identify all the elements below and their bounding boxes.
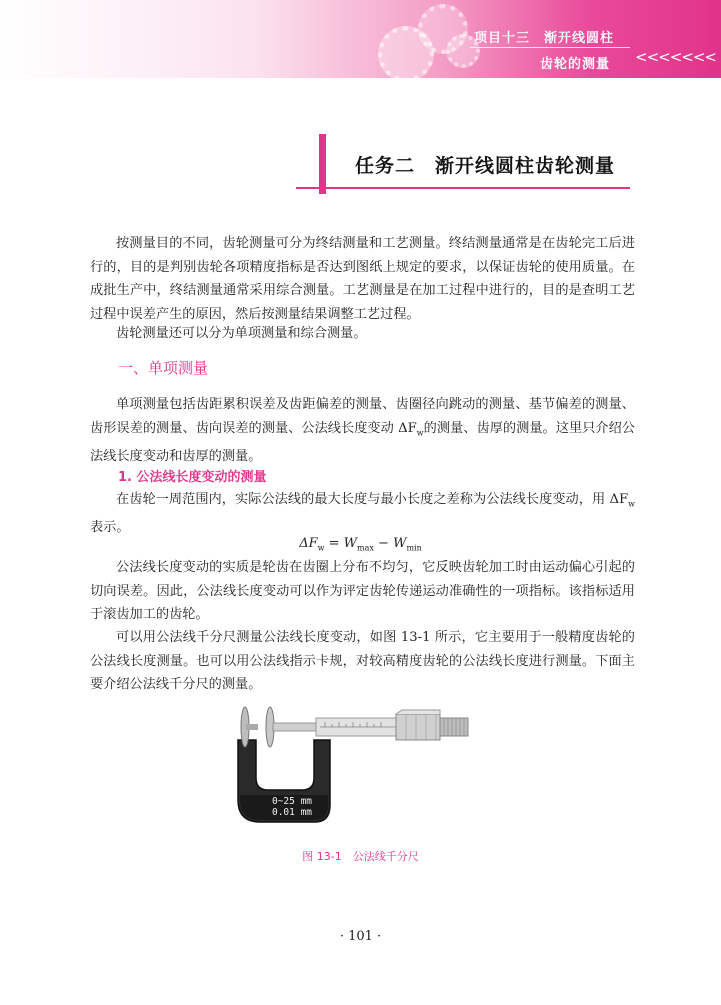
- resolution-label: 0.01 mm: [271, 807, 313, 818]
- sub-heading: 1. 公法线长度变动的测量: [118, 470, 267, 485]
- paragraph-instrument: 可以用公法线千分尺测量公法线长度变动，如图 13-1 所示，它主要用于一般精度齿轮的公法线长度测量。也可以用公法线指示卡规，对较高精度齿轮的公法线长度进行测量。下面主要介绍公法线千分尺的测量。: [90, 630, 635, 692]
- paragraph-definition: 在齿轮一周范围内，实际公法线的最大长度与最小长度之差称为公法线长度变动，用 $\Delta F_w$表示。: [90, 492, 635, 536]
- chevrons-left-icon: <<<<<<<: [635, 48, 716, 66]
- project-title: 项目十三 渐开线圆柱: [474, 31, 615, 46]
- task-title: 任务二 渐开线圆柱齿轮测量: [355, 155, 616, 177]
- section-heading: 一、单项测量: [118, 359, 209, 377]
- task-heading-bar: [319, 134, 326, 194]
- micrometer-figure: [210, 700, 510, 830]
- page-number: · 101 ·: [339, 929, 382, 944]
- paragraph-classification: 齿轮测量还可以分为单项测量和综合测量。: [116, 326, 367, 341]
- range-label: 0~25 mm: [271, 796, 313, 807]
- paragraph-essence: 公法线长度变动的实质是轮齿在齿圈上分布不均匀，它反映齿轮加工时由运动偏心引起的切向误差。因此，公法线长度变动可以作为评定齿轮传递运动准确性的一项指标。该指标适用于滚齿加工的齿轮。: [90, 560, 635, 622]
- task-heading-underline: [296, 187, 630, 189]
- figure-caption: 图 13-1 公法线千分尺: [302, 850, 419, 863]
- paragraph-intro: 按测量目的不同，齿轮测量可分为终结测量和工艺测量。终结测量通常是在齿轮完工后进行的，目的是判别齿轮各项精度指标是否达到图纸上规定的要求，以保证齿轮的使用质量。在成批生产中，终结测量通常采用综合测量。工艺测量是在加工过程中进行的，目的是查明工艺过程中误差产生的原因，然后按测量结果调整工艺过程。: [90, 236, 635, 322]
- banner-divider: [470, 47, 630, 48]
- paragraph-single-measurement: 单项测量包括齿距累积误差及齿距偏差的测量、齿圈径向跳动的测量、基节偏差的测量、齿形误差的测量、齿向误差的测量、公法线长度变动 $\Delta F_w$的测量、齿厚的测量。这里只介绍公法线长度变动和齿厚的测量。: [90, 397, 635, 464]
- formula: $\Delta F_w = W_{max} - W_{min}$: [299, 536, 422, 553]
- project-subtitle: 齿轮的测量: [540, 57, 611, 72]
- header-banner: [0, 0, 721, 78]
